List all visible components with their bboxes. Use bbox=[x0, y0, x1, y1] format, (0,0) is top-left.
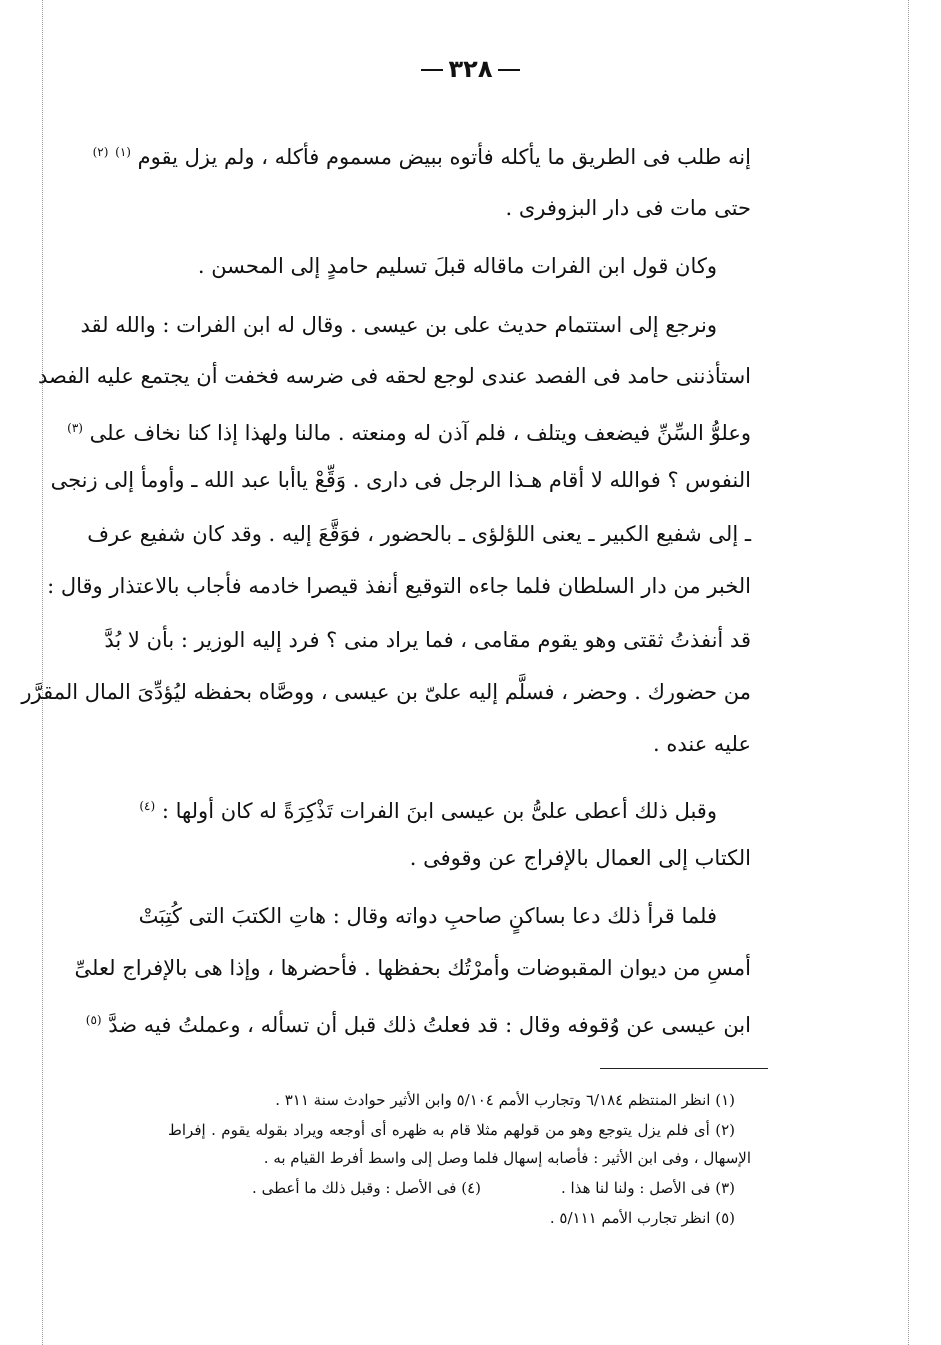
body-line-1-text: إنه طلب فى الطريق ما يأكله فأتوه ببيض مسموم فأكله ، ولم يزل يقوم bbox=[137, 145, 751, 169]
body-line-1 bbox=[92, 134, 751, 174]
footnote-separator bbox=[600, 1068, 768, 1069]
body-line-15: فلما قرأ ذلك دعا بساكنٍ صاحبِ دواته وقال : هاتِ الكتبَ التى كُتِبَتْ bbox=[138, 904, 717, 928]
body-line-10: قد أنفذتُ ثقتى وهو يقوم مقامى ، فما يراد منى ؟ فرد إليه الوزير : بأن لا بُدَّ bbox=[104, 628, 751, 652]
body-line-8: ـ إلى شفيع الكبير ـ يعنى اللؤلؤى ـ بالحضور ، فوَقَّعَ إليه . وقد كان شفيع عرف bbox=[87, 522, 751, 546]
footnote-4: (٤) فى الأصل : وقبل ذلك ما أعطى . bbox=[252, 1179, 481, 1197]
page-number-text: ٣٢٨ bbox=[448, 55, 493, 83]
note-ref: (٤) bbox=[139, 799, 156, 813]
note-ref: (١) bbox=[115, 145, 131, 159]
body-line-11: من حضورك . وحضر ، فسلَّم إليه علىّ بن عيسى ، ووصَّاه بحفظه ليُؤدِّىَ المال المقرَّر bbox=[21, 680, 751, 704]
body-line-13 bbox=[139, 788, 717, 828]
note-ref: (٣) bbox=[67, 421, 83, 435]
scan-margin-dots-right bbox=[908, 0, 909, 1345]
page-number-dash bbox=[421, 69, 443, 71]
footnote-3-4 bbox=[252, 1176, 735, 1202]
footnote-5: (٥) انظر تجارب الأمم ٥/١١١ . bbox=[549, 1209, 735, 1227]
page-number bbox=[0, 55, 941, 83]
footnote-2: (٢) أى فلم يزل يتوجع وهو من قولهم مثلا قام به ظهره أى أوجعه ويراد بقوله يقوم . إفراط bbox=[168, 1121, 735, 1139]
body-line-13-text: وقبل ذلك أعطى علىُّ بن عيسى ابنَ الفرات تَذْكِرَةً له كان أولها : bbox=[161, 799, 717, 823]
footnote-2-cont: الإسهال ، وفى ابن الأثير : فأصابه إسهال فلما وصل إلى واسط أفرط القيام به . bbox=[263, 1149, 751, 1167]
note-ref: (٥) bbox=[85, 1013, 102, 1027]
page-number-dash bbox=[498, 69, 520, 71]
body-line-14: الكتاب إلى العمال بالإفراج عن وقوفى . bbox=[409, 846, 751, 870]
body-line-4: ونرجع إلى استتمام حديث على بن عيسى . وقال له ابن الفرات : والله لقد bbox=[80, 313, 717, 337]
body-line-17-text: ابن عيسى عن وُقوفه وقال : قد فعلتُ ذلك قبل أن تسأله ، وعملتُ فيه ضدَّ bbox=[108, 1013, 751, 1037]
body-line-2: حتى مات فى دار البزوفرى . bbox=[505, 196, 751, 220]
footnote-1: (١) انظر المنتظم ٦/١٨٤ وتجارب الأمم ٥/١٠٤ وابن الأثير حوادث سنة ٣١١ . bbox=[275, 1091, 735, 1109]
body-line-9: الخبر من دار السلطان فلما جاءه التوقيع أنفذ قيصرا خادمه فأجاب بالاعتذار وقال : bbox=[47, 574, 751, 598]
body-line-3: وكان قول ابن الفرات ماقاله قبلَ تسليم حامدٍ إلى المحسن . bbox=[197, 254, 717, 278]
body-line-7: النفوس ؟ فوالله لا أقام هـذا الرجل فى دارى . وَقِّعْ ياأبا عبد الله ـ وأومأ إلى زنجى bbox=[50, 468, 751, 492]
body-line-6 bbox=[67, 410, 751, 450]
body-line-12: عليه عنده . bbox=[653, 732, 751, 756]
body-line-5: استأذننى حامد فى الفصد عندى لوجع لحقه فى ضرسه فخفت أن يجتمع عليه الفصد bbox=[38, 364, 751, 388]
body-line-17 bbox=[85, 1002, 751, 1042]
footnote-3: (٣) فى الأصل : ولنا لنا هذا . bbox=[561, 1179, 735, 1197]
body-line-6-text: وعلوُّ السِّنِّ فيضعف ويتلف ، فلم آذن له ومنعته . مالنا ولهذا إذا كنا نخاف على bbox=[89, 421, 751, 445]
body-line-16: أمسِ من ديوان المقبوضات وأمرْتُك بحفظها . فأحضرها ، وإذا هى بالإفراج لعلىِّ bbox=[74, 956, 751, 980]
scan-margin-dots-left bbox=[42, 0, 43, 1345]
note-ref: (٢) bbox=[92, 145, 109, 159]
